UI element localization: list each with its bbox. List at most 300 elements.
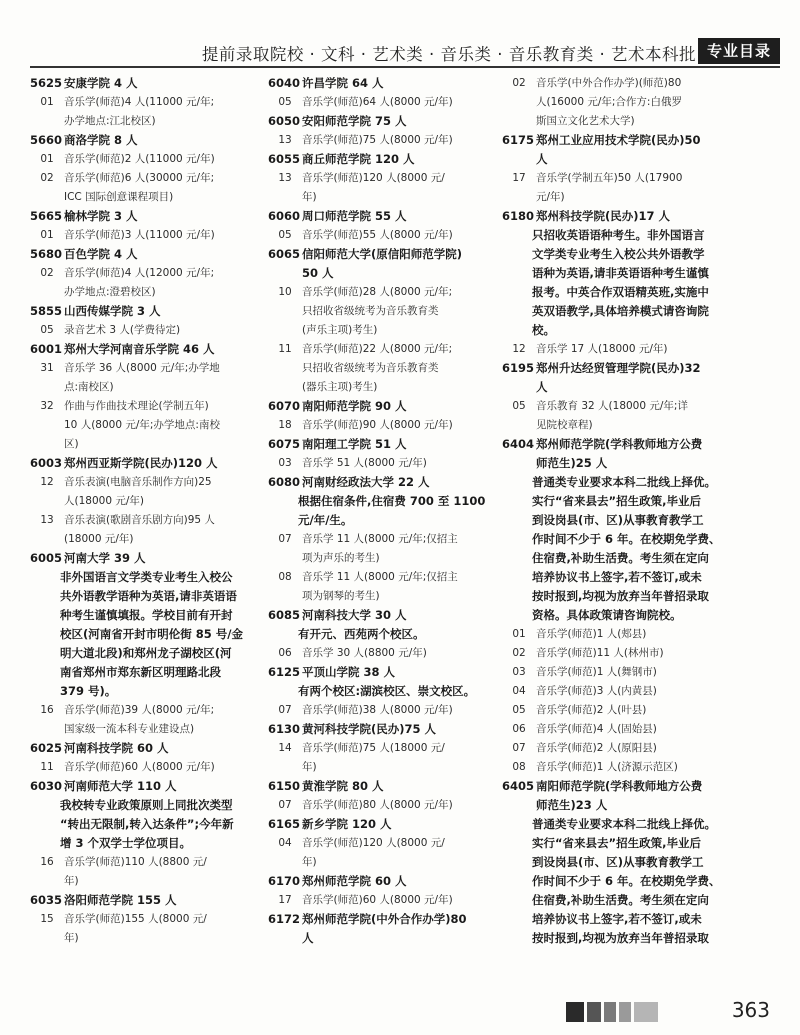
institution-line bbox=[268, 663, 500, 682]
major-line bbox=[268, 701, 500, 720]
major-line bbox=[30, 511, 263, 530]
major-code: 07 bbox=[512, 742, 526, 754]
institution-line bbox=[268, 815, 500, 834]
policy-note-line: 文学类专业考生入校公共外语教学 bbox=[532, 247, 705, 261]
institution-name: 南阳理工学院 51 人 bbox=[302, 437, 407, 451]
major-line bbox=[502, 397, 734, 416]
major-line bbox=[268, 131, 500, 150]
major-code: 12 bbox=[40, 476, 54, 488]
running-title: 提前录取院校 · 文科 · 艺术类 · 音乐类 · 音乐教育类 · 艺术本科批 bbox=[201, 45, 696, 64]
institution-code: 5855 bbox=[30, 304, 63, 318]
institution-name: 榆林学院 3 人 bbox=[64, 209, 138, 223]
institution-line bbox=[30, 74, 263, 93]
major-code: 05 bbox=[278, 96, 292, 108]
page-header bbox=[0, 0, 800, 72]
major-code: 10 bbox=[278, 286, 292, 298]
institution-line bbox=[268, 606, 500, 625]
institution-code: 5660 bbox=[30, 133, 63, 147]
major-line bbox=[268, 321, 500, 340]
major-code bbox=[30, 378, 64, 397]
institution-code: 6075 bbox=[268, 437, 301, 451]
institution-line bbox=[268, 112, 500, 131]
major-code: 05 bbox=[512, 704, 526, 716]
major-code bbox=[268, 587, 302, 606]
institution-code: 6405 bbox=[502, 779, 535, 793]
column-3 bbox=[502, 74, 734, 948]
major-code: 11 bbox=[278, 343, 292, 355]
major-line bbox=[268, 454, 500, 473]
major-code bbox=[30, 112, 64, 131]
major-code bbox=[30, 720, 64, 739]
institution-line bbox=[30, 207, 263, 226]
header-rule bbox=[30, 66, 780, 68]
major-line bbox=[30, 264, 263, 283]
policy-note-line: 校区(河南省开封市明伦街 85 号/金 bbox=[60, 627, 243, 641]
major-text: 见院校章程) bbox=[536, 419, 593, 431]
institution-code: 6030 bbox=[30, 779, 63, 793]
major-text: 音乐学 51 人(8000 元/年) bbox=[302, 457, 427, 469]
major-line bbox=[30, 701, 263, 720]
major-text: 音乐学 11 人(8000 元/年;仅招主 bbox=[302, 533, 458, 545]
major-text: 办学地点:澄碧校区) bbox=[64, 286, 156, 298]
institution-line bbox=[502, 796, 734, 815]
policy-note-line: 到设岗县(市、区)从事教育教学工 bbox=[532, 513, 704, 527]
policy-note-line: 语种为英语,请非英语语种考生谨慎 bbox=[532, 266, 709, 280]
institution-line bbox=[30, 302, 263, 321]
institution-code bbox=[502, 150, 536, 169]
policy-note-line: 到设岗县(市、区)从事教育教学工 bbox=[532, 855, 704, 869]
institution-line bbox=[30, 549, 263, 568]
institution-code: 6180 bbox=[502, 209, 535, 223]
institution-line bbox=[268, 910, 500, 929]
institution-line bbox=[30, 340, 263, 359]
major-text: 音乐学(师范)39 人(8000 元/年; bbox=[64, 704, 215, 716]
institution-code: 6035 bbox=[30, 893, 63, 907]
major-text: 音乐学(师范)55 人(8000 元/年) bbox=[302, 229, 453, 241]
policy-note-line: 我校转专业政策原则上同批次类型 bbox=[60, 798, 233, 812]
institution-name: 河南科技学院 60 人 bbox=[64, 741, 169, 755]
institution-code: 6080 bbox=[268, 475, 301, 489]
major-line bbox=[502, 340, 734, 359]
major-text: 元/年) bbox=[536, 191, 565, 203]
major-line bbox=[268, 302, 500, 321]
major-line bbox=[268, 378, 500, 397]
major-code: 04 bbox=[512, 685, 526, 697]
major-code bbox=[30, 188, 64, 207]
institution-name: 许昌学院 64 人 bbox=[302, 76, 384, 90]
major-text: 点:南校区) bbox=[64, 381, 114, 393]
institution-code: 6065 bbox=[268, 247, 301, 261]
institution-line bbox=[502, 378, 734, 397]
major-line bbox=[268, 530, 500, 549]
major-line bbox=[30, 872, 263, 891]
major-line bbox=[502, 701, 734, 720]
institution-name: 郑州西亚斯学院(民办)120 人 bbox=[64, 456, 218, 470]
major-text: 音乐学(学制五年)50 人(17900 bbox=[536, 172, 683, 184]
major-text: 音乐学(师范)2 人(11000 元/年) bbox=[64, 153, 215, 165]
major-code bbox=[268, 853, 302, 872]
major-line bbox=[30, 910, 263, 929]
major-code bbox=[268, 359, 302, 378]
major-line bbox=[268, 226, 500, 245]
institution-name: 师范生)23 人 bbox=[536, 798, 608, 812]
institution-name: 郑州科技学院(民办)17 人 bbox=[536, 209, 671, 223]
major-text: 区) bbox=[64, 438, 79, 450]
institution-name: 河南师范大学 110 人 bbox=[64, 779, 177, 793]
institution-code: 6003 bbox=[30, 456, 63, 470]
institution-code: 6150 bbox=[268, 779, 301, 793]
institution-line bbox=[268, 777, 500, 796]
major-text: 音乐学(师范)28 人(8000 元/年; bbox=[302, 286, 453, 298]
policy-note-line: 实行“省来县去”招生政策,毕业后 bbox=[532, 494, 701, 508]
policy-note-line: 作时间不少于 6 年。在校期免学费、 bbox=[532, 532, 721, 546]
major-line bbox=[268, 891, 500, 910]
major-code bbox=[502, 93, 536, 112]
policy-note-line: 南省郑州市郑东新区明理路北段 bbox=[60, 665, 221, 679]
institution-line bbox=[502, 150, 734, 169]
institution-name: 新乡学院 120 人 bbox=[302, 817, 392, 831]
institution-code: 6195 bbox=[502, 361, 535, 375]
policy-note-line: 种考生谨慎填报。学校目前有开封 bbox=[60, 608, 233, 622]
institution-line bbox=[30, 454, 263, 473]
major-code: 13 bbox=[278, 134, 292, 146]
institution-name: 百色学院 4 人 bbox=[64, 247, 138, 261]
institution-line bbox=[30, 131, 263, 150]
major-line bbox=[30, 188, 263, 207]
major-code: 13 bbox=[278, 172, 292, 184]
policy-note-line: 按时报到,均视为放弃当年普招录取 bbox=[532, 931, 709, 945]
institution-code: 6175 bbox=[502, 133, 535, 147]
major-code: 16 bbox=[40, 704, 54, 716]
institution-line bbox=[30, 777, 263, 796]
policy-note-line: 379 号)。 bbox=[60, 684, 117, 698]
major-code: 17 bbox=[278, 894, 292, 906]
institution-code bbox=[502, 454, 536, 473]
institution-name: 河南财经政法大学 22 人 bbox=[302, 475, 430, 489]
page-number: 363 bbox=[731, 998, 770, 1022]
major-text: 年) bbox=[302, 191, 317, 203]
major-text: 10 人(8000 元/年;办学地点:南校 bbox=[64, 419, 220, 431]
institution-code: 6404 bbox=[502, 437, 535, 451]
institution-code: 6170 bbox=[268, 874, 301, 888]
major-text: 音乐表演(电脑音乐制作方向)25 bbox=[64, 476, 212, 488]
institution-code: 6001 bbox=[30, 342, 63, 356]
institution-name: 郑州大学河南音乐学院 46 人 bbox=[64, 342, 215, 356]
major-code: 12 bbox=[512, 343, 526, 355]
institution-code: 5680 bbox=[30, 247, 63, 261]
institution-name: 洛阳师范学院 155 人 bbox=[64, 893, 177, 907]
major-line bbox=[502, 188, 734, 207]
policy-note-line: 普通类专业要求本科二批线上择优。 bbox=[532, 475, 716, 489]
major-text: 音乐教育 32 人(18000 元/年;详 bbox=[536, 400, 688, 412]
major-code: 08 bbox=[278, 571, 292, 583]
institution-line bbox=[502, 777, 734, 796]
institution-name: 山西传媒学院 3 人 bbox=[64, 304, 161, 318]
policy-note-line: 普通类专业要求本科二批线上择优。 bbox=[532, 817, 716, 831]
major-text: 年) bbox=[64, 932, 79, 944]
major-text: 音乐学(中外合作办学)(师范)80 bbox=[536, 77, 682, 89]
institution-code: 6050 bbox=[268, 114, 301, 128]
institution-name: 郑州升达经贸管理学院(民办)32 bbox=[536, 361, 701, 375]
major-text: 音乐学(师范)155 人(8000 元/ bbox=[64, 913, 207, 925]
major-line bbox=[268, 416, 500, 435]
major-text: 人(16000 元/年;合作方:白俄罗 bbox=[536, 96, 682, 108]
major-text: 音乐学(师范)120 人(8000 元/ bbox=[302, 172, 445, 184]
major-code: 05 bbox=[278, 229, 292, 241]
institution-name: 郑州工业应用技术学院(民办)50 bbox=[536, 133, 701, 147]
institution-name: 郑州师范学院 60 人 bbox=[302, 874, 407, 888]
major-line bbox=[30, 397, 263, 416]
institution-code: 5665 bbox=[30, 209, 63, 223]
policy-note-line: 元/年/生。 bbox=[298, 513, 353, 527]
institution-code: 6130 bbox=[268, 722, 301, 736]
institution-name: 周口师范学院 55 人 bbox=[302, 209, 407, 223]
institution-name: 安康学院 4 人 bbox=[64, 76, 138, 90]
policy-note-line: 有开元、西苑两个校区。 bbox=[298, 627, 425, 641]
institution-line bbox=[268, 435, 500, 454]
major-text: 年) bbox=[302, 761, 317, 773]
major-line bbox=[502, 169, 734, 188]
major-line bbox=[268, 739, 500, 758]
major-line bbox=[30, 321, 263, 340]
institution-code bbox=[268, 264, 302, 283]
institution-code: 6085 bbox=[268, 608, 301, 622]
footer-bar bbox=[566, 1002, 584, 1022]
major-code: 01 bbox=[512, 628, 526, 640]
institution-name: 信阳师范大学(原信阳师范学院) bbox=[302, 247, 463, 261]
major-code: 06 bbox=[278, 647, 292, 659]
major-code: 31 bbox=[40, 362, 54, 374]
major-text: (声乐主项)考生) bbox=[302, 324, 378, 336]
major-line bbox=[30, 416, 263, 435]
policy-note-line: 实行“省来县去”招生政策,毕业后 bbox=[532, 836, 701, 850]
policy-note-line: 只招收英语语种考生。非外国语言 bbox=[532, 228, 705, 242]
major-line bbox=[30, 169, 263, 188]
institution-name: 人 bbox=[536, 152, 548, 166]
major-code: 02 bbox=[512, 647, 526, 659]
major-text: 音乐学(师范)64 人(8000 元/年) bbox=[302, 96, 453, 108]
major-text: 音乐学(师范)60 人(8000 元/年) bbox=[64, 761, 215, 773]
major-line bbox=[30, 112, 263, 131]
major-line bbox=[502, 682, 734, 701]
major-text: 年) bbox=[64, 875, 79, 887]
page-footer bbox=[0, 990, 800, 1030]
institution-line bbox=[502, 359, 734, 378]
major-code: 07 bbox=[278, 533, 292, 545]
major-code: 07 bbox=[278, 799, 292, 811]
policy-note-line: 住宿费,补助生活费。考生须在定向 bbox=[532, 893, 709, 907]
major-code bbox=[268, 321, 302, 340]
institution-line bbox=[268, 264, 500, 283]
policy-note-line: 培养协议书上签字,若不签订,或未 bbox=[532, 570, 702, 584]
institution-name: 人 bbox=[302, 931, 314, 945]
institution-name: 南阳师范学院 90 人 bbox=[302, 399, 407, 413]
major-line bbox=[30, 435, 263, 454]
major-line bbox=[30, 853, 263, 872]
major-code bbox=[268, 758, 302, 777]
institution-line bbox=[502, 207, 734, 226]
major-line bbox=[30, 359, 263, 378]
major-line bbox=[30, 150, 263, 169]
major-text: (18000 元/年) bbox=[64, 533, 134, 545]
column-2 bbox=[268, 74, 500, 948]
footer-bar bbox=[604, 1002, 616, 1022]
major-text: 音乐学(师范)80 人(8000 元/年) bbox=[302, 799, 453, 811]
major-text: 音乐学(师范)2 人(叶县) bbox=[536, 704, 647, 716]
institution-code: 6165 bbox=[268, 817, 301, 831]
policy-note-line: 共外语教学语种为英语,请非英语语 bbox=[60, 589, 237, 603]
major-text: 音乐学(师范)11 人(林州市) bbox=[536, 647, 664, 659]
institution-name: 人 bbox=[536, 380, 548, 394]
institution-line bbox=[268, 150, 500, 169]
major-text: 音乐学(师范)120 人(8000 元/ bbox=[302, 837, 445, 849]
major-text: 录音艺术 3 人(学费待定) bbox=[64, 324, 181, 336]
major-code: 05 bbox=[512, 400, 526, 412]
policy-note-line: 培养协议书上签字,若不签订,或未 bbox=[532, 912, 702, 926]
major-code: 14 bbox=[278, 742, 292, 754]
major-text: 音乐学(师范)3 人(内黄县) bbox=[536, 685, 657, 697]
major-code bbox=[30, 283, 64, 302]
major-line bbox=[502, 739, 734, 758]
policy-note-line: 按时报到,均视为放弃当年普招录取 bbox=[532, 589, 709, 603]
institution-name: 郑州师范学院(学科教师地方公费 bbox=[536, 437, 703, 451]
major-line bbox=[502, 625, 734, 644]
major-code: 01 bbox=[40, 229, 54, 241]
institution-name: 平顶山学院 38 人 bbox=[302, 665, 396, 679]
major-code: 04 bbox=[278, 837, 292, 849]
major-line bbox=[502, 644, 734, 663]
policy-note-line: 作时间不少于 6 年。在校期免学费、 bbox=[532, 874, 721, 888]
major-text: 音乐学 36 人(8000 元/年;办学地 bbox=[64, 362, 220, 374]
institution-name: 商洛学院 8 人 bbox=[64, 133, 138, 147]
institution-line bbox=[268, 872, 500, 891]
major-code bbox=[268, 302, 302, 321]
major-line bbox=[502, 416, 734, 435]
major-line bbox=[268, 188, 500, 207]
major-code bbox=[502, 112, 536, 131]
major-line bbox=[268, 283, 500, 302]
major-text: 国家级一流本科专业建设点) bbox=[64, 723, 195, 735]
major-code bbox=[268, 378, 302, 397]
major-text: 音乐表演(歌剧音乐剧方向)95 人 bbox=[64, 514, 215, 526]
institution-code bbox=[502, 796, 536, 815]
institution-line bbox=[502, 435, 734, 454]
major-text: 音乐学(师范)90 人(8000 元/年) bbox=[302, 419, 453, 431]
institution-line bbox=[268, 207, 500, 226]
major-line bbox=[30, 226, 263, 245]
institution-name: 50 人 bbox=[302, 266, 334, 280]
major-text: 音乐学(师范)110 人(8800 元/ bbox=[64, 856, 207, 868]
major-code bbox=[30, 929, 64, 948]
institution-line bbox=[268, 245, 500, 264]
decorative-bars bbox=[566, 1002, 658, 1022]
institution-line bbox=[30, 891, 263, 910]
major-line bbox=[502, 93, 734, 112]
major-line bbox=[268, 93, 500, 112]
major-text: 音乐学(师范)1 人(舞钢市) bbox=[536, 666, 657, 678]
major-line bbox=[268, 758, 500, 777]
institution-code: 6025 bbox=[30, 741, 63, 755]
major-line bbox=[268, 359, 500, 378]
institution-name: 南阳师范学院(学科教师地方公费 bbox=[536, 779, 703, 793]
major-code bbox=[30, 492, 64, 511]
major-line bbox=[502, 758, 734, 777]
major-code: 18 bbox=[278, 419, 292, 431]
institution-line bbox=[502, 454, 734, 473]
institution-name: 郑州师范学院(中外合作办学)80 bbox=[302, 912, 467, 926]
major-line bbox=[30, 378, 263, 397]
major-text: 音乐学(师范)75 人(18000 元/ bbox=[302, 742, 445, 754]
major-line bbox=[30, 492, 263, 511]
major-line bbox=[30, 283, 263, 302]
major-text: 音乐学 17 人(18000 元/年) bbox=[536, 343, 668, 355]
institution-name: 师范生)25 人 bbox=[536, 456, 608, 470]
major-code bbox=[30, 872, 64, 891]
major-text: 音乐学 30 人(8800 元/年) bbox=[302, 647, 427, 659]
institution-line bbox=[268, 74, 500, 93]
major-code: 05 bbox=[40, 324, 54, 336]
major-text: 人(18000 元/年) bbox=[64, 495, 144, 507]
major-code: 16 bbox=[40, 856, 54, 868]
major-line bbox=[502, 74, 734, 93]
institution-line bbox=[268, 929, 500, 948]
major-line bbox=[30, 93, 263, 112]
column-1 bbox=[30, 74, 263, 948]
major-code: 13 bbox=[40, 514, 54, 526]
major-line bbox=[30, 530, 263, 549]
major-code: 06 bbox=[512, 723, 526, 735]
major-code: 32 bbox=[40, 400, 54, 412]
policy-note-line: 明大道北段)和郑州龙子湖校区(河 bbox=[60, 646, 232, 660]
major-line bbox=[268, 834, 500, 853]
policy-note-line: 有两个校区:湖滨校区、崇文校区。 bbox=[298, 684, 476, 698]
major-code: 01 bbox=[40, 96, 54, 108]
major-code bbox=[502, 188, 536, 207]
major-line bbox=[268, 169, 500, 188]
institution-name: 黄淮学院 80 人 bbox=[302, 779, 384, 793]
major-code: 02 bbox=[40, 172, 54, 184]
major-line bbox=[502, 720, 734, 739]
institution-code: 6055 bbox=[268, 152, 301, 166]
major-code: 08 bbox=[512, 761, 526, 773]
major-text: 作曲与作曲技术理论(学制五年) bbox=[64, 400, 209, 412]
major-code: 03 bbox=[278, 457, 292, 469]
major-code: 15 bbox=[40, 913, 54, 925]
major-code: 01 bbox=[40, 153, 54, 165]
major-text: 音乐学(师范)4 人(11000 元/年; bbox=[64, 96, 215, 108]
major-text: ICC 国际创意课程项目) bbox=[64, 191, 174, 203]
policy-note-line: 报考。中英合作双语精英班,实施中 bbox=[532, 285, 709, 299]
major-text: 项为声乐的考生) bbox=[302, 552, 380, 564]
major-code bbox=[30, 530, 64, 549]
major-code: 03 bbox=[512, 666, 526, 678]
institution-name: 河南大学 39 人 bbox=[64, 551, 146, 565]
major-code: 02 bbox=[512, 77, 526, 89]
major-code: 07 bbox=[278, 704, 292, 716]
institution-line bbox=[30, 245, 263, 264]
major-text: 年) bbox=[302, 856, 317, 868]
major-text: 音乐学(师范)4 人(12000 元/年; bbox=[64, 267, 215, 279]
institution-name: 黄河科技学院(民办)75 人 bbox=[302, 722, 437, 736]
major-text: 只招收省级统考为音乐教育类 bbox=[302, 362, 439, 374]
institution-code: 6070 bbox=[268, 399, 301, 413]
institution-code: 6040 bbox=[268, 76, 301, 90]
institution-code: 6125 bbox=[268, 665, 301, 679]
major-line bbox=[268, 853, 500, 872]
major-text: (器乐主项)考生) bbox=[302, 381, 378, 393]
major-text: 音乐学(师范)3 人(11000 元/年) bbox=[64, 229, 215, 241]
policy-note-line: “转出无限制,转入达条件”;今年新 bbox=[60, 817, 234, 831]
